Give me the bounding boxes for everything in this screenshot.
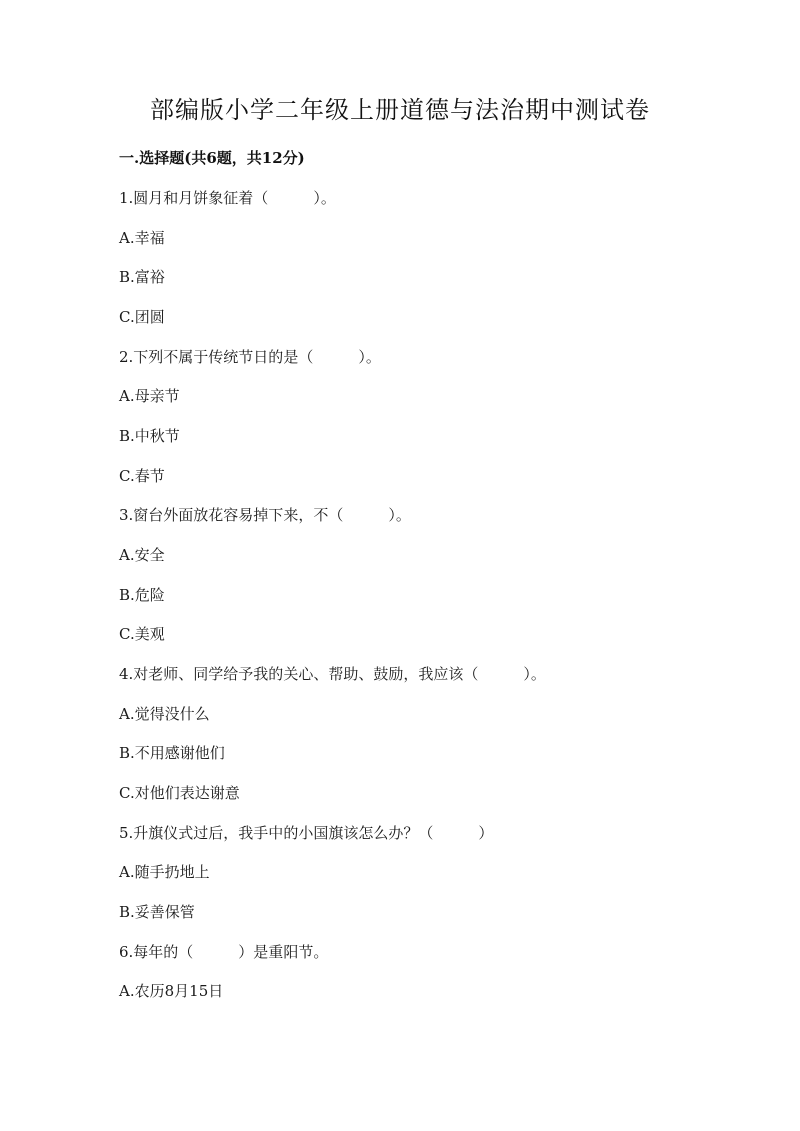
question-1-option-a: A.幸福 <box>119 229 165 247</box>
question-2-option-b: B.中秋节 <box>119 427 180 445</box>
question-5-stem: 5.升旗仪式过后，我手中的小国旗该怎么办？（ ） <box>119 824 494 842</box>
question-2-option-c: C.春节 <box>119 467 165 485</box>
question-4-option-c: C.对他们表达谢意 <box>119 784 240 802</box>
question-6-stem: 6.每年的（ ）是重阳节。 <box>119 943 329 961</box>
question-1-stem: 1.圆月和月饼象征着（ ）。 <box>119 189 336 207</box>
question-3-option-c: C.美观 <box>119 625 165 643</box>
page-title: 部编版小学二年级上册道德与法治期中测试卷 <box>150 96 650 124</box>
question-3-option-a: A.安全 <box>119 546 165 564</box>
question-3-stem: 3.窗台外面放花容易掉下来，不（ ）。 <box>119 506 411 524</box>
question-4-option-b: B.不用感谢他们 <box>119 744 225 762</box>
question-1-option-b: B.富裕 <box>119 268 165 286</box>
question-4-option-a: A.觉得没什么 <box>119 705 210 723</box>
question-2-option-a: A.母亲节 <box>119 387 180 405</box>
question-1-option-c: C.团圆 <box>119 308 165 326</box>
section-heading: 一.选择题(共6题，共12分) <box>119 149 305 167</box>
question-5-option-b: B.妥善保管 <box>119 903 195 921</box>
question-3-option-b: B.危险 <box>119 586 165 604</box>
question-2-stem: 2.下列不属于传统节日的是（ ）。 <box>119 348 381 366</box>
question-5-option-a: A.随手扔地上 <box>119 863 210 881</box>
question-4-stem: 4.对老师、同学给予我的关心、帮助、鼓励，我应该（ ）。 <box>119 665 546 683</box>
question-6-option-a: A.农历8月15日 <box>119 982 224 1000</box>
